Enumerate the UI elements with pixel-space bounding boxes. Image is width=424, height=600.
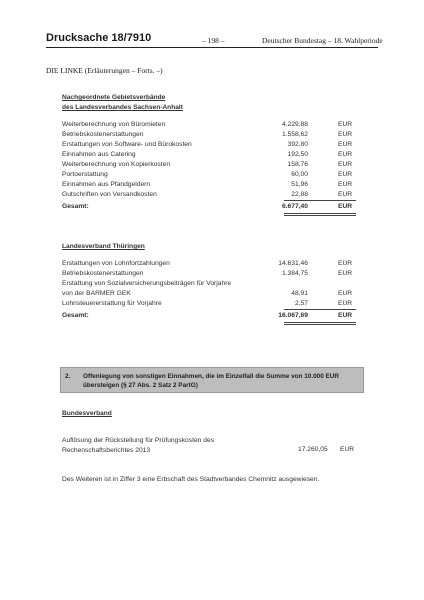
row-amount: 4.229,88 (281, 121, 308, 128)
total-rule-double (284, 324, 356, 325)
row-label: Einnahmen aus Catering (62, 151, 136, 158)
section1-row (62, 171, 352, 180)
box-heading-line2: übersteigen (§ 27 Abs. 2 Satz 2 PartG) (83, 382, 198, 389)
section2-row (62, 290, 352, 299)
row-amount: 1.558,62 (281, 131, 308, 138)
row-amount: 14.631,46 (278, 260, 308, 267)
total-amount: 16.067,69 (278, 312, 308, 319)
section3-row-line2: Rechenschaftsberichtes 2013 (62, 447, 151, 454)
row-currency: EUR (338, 131, 353, 138)
row-currency: EUR (338, 260, 353, 267)
total-amount: 6.677,40 (281, 203, 308, 210)
total-label: Gesamt: (62, 312, 89, 319)
row-currency: EUR (338, 141, 353, 148)
page-number: – 198 – (202, 36, 225, 45)
section1-row (62, 151, 352, 160)
row-amount: 1.384,75 (281, 270, 308, 277)
row-currency: EUR (338, 290, 353, 297)
section3-title: Bundesverband (62, 410, 112, 417)
total-label: Gesamt: (62, 203, 89, 210)
section3-amount: 17.260,05 (298, 446, 328, 453)
document-number (46, 32, 151, 44)
row-currency: EUR (338, 270, 353, 277)
section2-row (62, 270, 352, 279)
row-amount: 158,76 (287, 161, 308, 168)
row-currency: EUR (338, 181, 353, 188)
row-currency: EUR (338, 191, 353, 198)
subtotal-rule (284, 309, 356, 310)
row-label: Weiterberechnung von Büromieten (62, 121, 166, 128)
box-heading-line1: Offenlegung von sonstigen Einnahmen, die im Einzelfall die Summe von 10.000 EUR (83, 373, 340, 380)
disclosure-box (60, 367, 364, 393)
section1-row (62, 121, 352, 130)
box-number: 2. (65, 373, 71, 380)
row-currency: EUR (338, 121, 353, 128)
section1-row (62, 141, 352, 150)
row-currency: EUR (338, 161, 353, 168)
section1-row (62, 161, 352, 170)
row-currency: EUR (338, 171, 353, 178)
row-currency: EUR (338, 151, 353, 158)
document-number-value: 7910 (126, 32, 152, 44)
row-label: Einnahmen aus Pfandgeldern (62, 181, 151, 188)
row-label: Betriebskostenerstattungen (62, 270, 144, 277)
section1-row (62, 131, 352, 140)
subtotal-rule (284, 200, 356, 201)
row-amount: 2,57 (294, 300, 308, 307)
page-subtitle: DIE LINKE (Erläuterungen – Forts. –) (46, 66, 163, 75)
row-amount: 392,80 (287, 141, 308, 148)
section2-row (62, 300, 352, 309)
row-label: Portoerstattung (62, 171, 108, 178)
footer-text: Des Weiteren ist in Ziffer 3 eine Erbschaft des Stadtverbandes Chemnitz ausgewiesen. (62, 476, 320, 483)
section3-row-line1: Auflösung der Rückstellung für Prüfungskosten des (62, 437, 215, 444)
total-rule (284, 213, 356, 214)
header-rule (46, 47, 378, 48)
row-amount: 60,00 (291, 171, 308, 178)
row-label: Gutschriften von Versandkosten (62, 191, 157, 198)
section1-row (62, 191, 352, 200)
section3-currency: EUR (340, 446, 355, 453)
section2-total (62, 312, 352, 321)
row-label: Betriebskostenerstattungen (62, 131, 144, 138)
section1-title-line1: Nachgeordnete Gebietsverbände (62, 94, 166, 101)
row-amount: 192,50 (287, 151, 308, 158)
row-label: von der BARMER GEK (62, 290, 131, 297)
total-currency: EUR (338, 312, 353, 319)
row-amount: 22,88 (291, 191, 308, 198)
document-number-prefix: Drucksache 18/ (46, 32, 127, 44)
total-rule (284, 322, 356, 323)
row-amount: 51,96 (291, 181, 308, 188)
row-label: Erstattungen von Software- und Bürokosten (62, 141, 192, 148)
section1-total (62, 203, 352, 212)
total-rule-double (284, 215, 356, 216)
section1-title-line2: des Landesverbandes Sachsen-Anhalt (62, 104, 183, 111)
row-amount: 48,91 (291, 290, 308, 297)
row-currency: EUR (338, 300, 353, 307)
row-label: Erstattungen von Lohnfortzahlungen (62, 260, 170, 267)
section1-row (62, 181, 352, 190)
row-label: Weiterberechnung von Kopierkosten (62, 161, 171, 168)
section2-row (62, 260, 352, 269)
header-right: Deutscher Bundestag – 18. Wahlperiode (262, 36, 383, 45)
row-label: Erstattung von Sozialversicherungsbeiträgen für Vorjahre (62, 280, 232, 287)
row-label: Lohnsteuererstattung für Vorjahre (62, 300, 162, 307)
total-currency: EUR (338, 203, 353, 210)
section2-row (62, 280, 352, 289)
section2-title: Landesverband Thüringen (62, 243, 145, 250)
box-heading (83, 372, 339, 390)
